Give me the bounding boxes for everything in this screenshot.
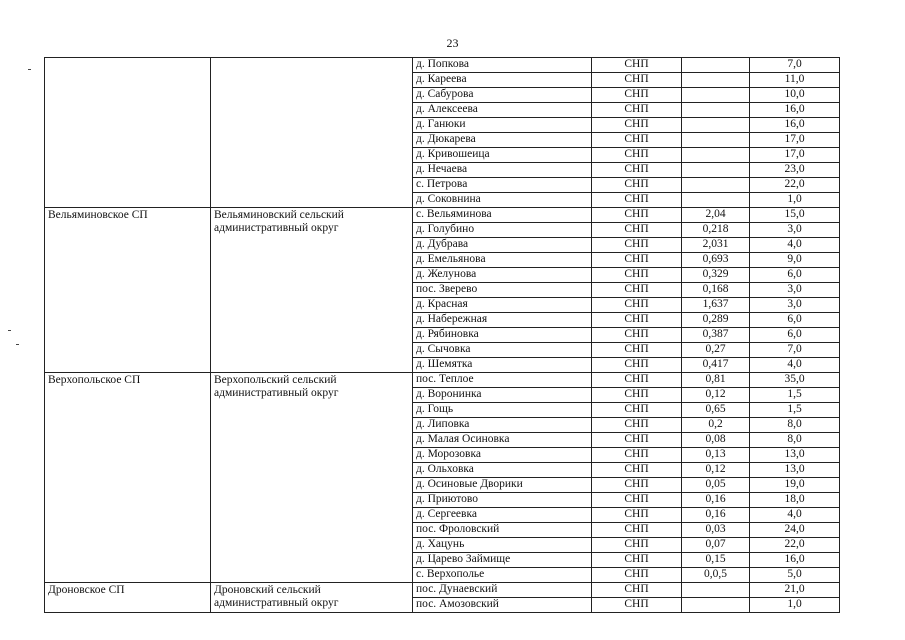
distance-cell: 3,0 <box>750 283 840 298</box>
settlement-name-cell: д. Кривошеица <box>413 148 592 163</box>
area-cell: 0,0,5 <box>682 568 750 583</box>
settlement-name-cell: д. Морозовка <box>413 448 592 463</box>
settlement-name-cell: д. Сергеевка <box>413 508 592 523</box>
area-cell <box>682 163 750 178</box>
distance-cell: 11,0 <box>750 73 840 88</box>
settlement-name-cell: д. Красная <box>413 298 592 313</box>
settlement-type-cell: СНП <box>592 598 682 613</box>
settlement-name-cell: д. Ганюки <box>413 118 592 133</box>
settlement-type-cell: СНП <box>592 238 682 253</box>
settlement-type-cell: СНП <box>592 583 682 598</box>
area-cell <box>682 178 750 193</box>
table-row <box>45 583 840 598</box>
area-cell <box>682 118 750 133</box>
distance-cell: 22,0 <box>750 178 840 193</box>
administrative-district-cell: Дроновский сельский административный округ <box>211 583 413 613</box>
area-cell <box>682 583 750 598</box>
distance-cell: 6,0 <box>750 268 840 283</box>
area-cell <box>682 58 750 73</box>
settlement-name-cell: д. Липовка <box>413 418 592 433</box>
settlement-type-cell: СНП <box>592 103 682 118</box>
settlement-type-cell: СНП <box>592 358 682 373</box>
settlement-type-cell: СНП <box>592 268 682 283</box>
area-cell: 0,417 <box>682 358 750 373</box>
distance-cell: 17,0 <box>750 148 840 163</box>
distance-cell: 19,0 <box>750 478 840 493</box>
table-row <box>45 58 840 73</box>
settlement-name-cell: д. Шемятка <box>413 358 592 373</box>
distance-cell: 3,0 <box>750 298 840 313</box>
rural-settlement-cell: Вельяминовское СП <box>45 208 211 373</box>
area-cell: 0,693 <box>682 253 750 268</box>
settlement-type-cell: СНП <box>592 118 682 133</box>
area-cell: 0,07 <box>682 538 750 553</box>
settlement-name-cell: д. Сычовка <box>413 343 592 358</box>
distance-cell: 7,0 <box>750 343 840 358</box>
rural-settlement-cell: Верхопольское СП <box>45 373 211 583</box>
settlement-name-cell: д. Рябиновка <box>413 328 592 343</box>
distance-cell: 6,0 <box>750 328 840 343</box>
settlement-type-cell: СНП <box>592 343 682 358</box>
area-cell: 0,12 <box>682 388 750 403</box>
settlement-type-cell: СНП <box>592 73 682 88</box>
distance-cell: 13,0 <box>750 448 840 463</box>
area-cell: 0,15 <box>682 553 750 568</box>
rural-settlement-cell <box>45 58 211 208</box>
distance-cell: 1,5 <box>750 388 840 403</box>
distance-cell: 18,0 <box>750 493 840 508</box>
area-cell: 0,03 <box>682 523 750 538</box>
settlement-name-cell: с. Петрова <box>413 178 592 193</box>
settlement-name-cell: пос. Теплое <box>413 373 592 388</box>
settlement-type-cell: СНП <box>592 538 682 553</box>
settlement-name-cell: д. Воронинка <box>413 388 592 403</box>
settlement-name-cell: д. Сабурова <box>413 88 592 103</box>
settlement-type-cell: СНП <box>592 568 682 583</box>
area-cell: 0,289 <box>682 313 750 328</box>
distance-cell: 9,0 <box>750 253 840 268</box>
settlement-type-cell: СНП <box>592 373 682 388</box>
settlement-type-cell: СНП <box>592 328 682 343</box>
distance-cell: 8,0 <box>750 418 840 433</box>
distance-cell: 16,0 <box>750 118 840 133</box>
settlement-type-cell: СНП <box>592 478 682 493</box>
settlement-type-cell: СНП <box>592 388 682 403</box>
scan-speck <box>16 344 19 345</box>
area-cell: 0,13 <box>682 448 750 463</box>
distance-cell: 1,0 <box>750 598 840 613</box>
distance-cell: 10,0 <box>750 88 840 103</box>
page-number: 23 <box>446 36 459 50</box>
settlement-type-cell: СНП <box>592 523 682 538</box>
settlement-name-cell: д. Малая Осиновка <box>413 433 592 448</box>
area-cell: 2,031 <box>682 238 750 253</box>
area-cell: 0,2 <box>682 418 750 433</box>
settlement-name-cell: д. Осиновые Дворики <box>413 478 592 493</box>
distance-cell: 4,0 <box>750 508 840 523</box>
settlement-type-cell: СНП <box>592 223 682 238</box>
settlement-type-cell: СНП <box>592 418 682 433</box>
distance-cell: 4,0 <box>750 238 840 253</box>
area-cell <box>682 103 750 118</box>
distance-cell: 16,0 <box>750 103 840 118</box>
distance-cell: 15,0 <box>750 208 840 223</box>
distance-cell: 6,0 <box>750 313 840 328</box>
settlement-type-cell: СНП <box>592 493 682 508</box>
settlement-name-cell: с. Верхополье <box>413 568 592 583</box>
distance-cell: 1,5 <box>750 403 840 418</box>
settlements-table-body <box>45 58 840 613</box>
settlement-name-cell: д. Дюкарева <box>413 133 592 148</box>
area-cell <box>682 598 750 613</box>
area-cell: 0,168 <box>682 283 750 298</box>
distance-cell: 7,0 <box>750 58 840 73</box>
area-cell <box>682 88 750 103</box>
settlement-name-cell: д. Приютово <box>413 493 592 508</box>
area-cell: 0,08 <box>682 433 750 448</box>
settlement-name-cell: д. Алексеева <box>413 103 592 118</box>
distance-cell: 17,0 <box>750 133 840 148</box>
settlement-type-cell: СНП <box>592 163 682 178</box>
settlement-type-cell: СНП <box>592 193 682 208</box>
area-cell: 0,27 <box>682 343 750 358</box>
area-cell <box>682 73 750 88</box>
settlement-name-cell: д. Попкова <box>413 58 592 73</box>
settlement-type-cell: СНП <box>592 508 682 523</box>
settlement-type-cell: СНП <box>592 463 682 478</box>
settlement-type-cell: СНП <box>592 58 682 73</box>
settlement-type-cell: СНП <box>592 253 682 268</box>
settlement-type-cell: СНП <box>592 178 682 193</box>
settlement-name-cell: д. Набережная <box>413 313 592 328</box>
distance-cell: 21,0 <box>750 583 840 598</box>
distance-cell: 8,0 <box>750 433 840 448</box>
settlement-type-cell: СНП <box>592 298 682 313</box>
settlement-type-cell: СНП <box>592 313 682 328</box>
administrative-district-cell: Верхопольский сельский административный округ <box>211 373 413 583</box>
settlement-name-cell: д. Нечаева <box>413 163 592 178</box>
table-row <box>45 208 840 223</box>
distance-cell: 13,0 <box>750 463 840 478</box>
settlement-type-cell: СНП <box>592 133 682 148</box>
settlement-name-cell: д. Соковнина <box>413 193 592 208</box>
administrative-district-cell <box>211 58 413 208</box>
distance-cell: 23,0 <box>750 163 840 178</box>
area-cell: 1,637 <box>682 298 750 313</box>
rural-settlement-cell: Дроновское СП <box>45 583 211 613</box>
distance-cell: 24,0 <box>750 523 840 538</box>
area-cell: 0,16 <box>682 508 750 523</box>
scan-speck <box>8 330 11 331</box>
area-cell: 0,16 <box>682 493 750 508</box>
settlement-type-cell: СНП <box>592 448 682 463</box>
settlement-name-cell: пос. Амозовский <box>413 598 592 613</box>
distance-cell: 1,0 <box>750 193 840 208</box>
distance-cell: 4,0 <box>750 358 840 373</box>
settlement-name-cell: пос. Фроловский <box>413 523 592 538</box>
settlement-name-cell: д. Желунова <box>413 268 592 283</box>
distance-cell: 3,0 <box>750 223 840 238</box>
area-cell: 0,387 <box>682 328 750 343</box>
area-cell <box>682 148 750 163</box>
table-row <box>45 373 840 388</box>
settlement-name-cell: пос. Зверево <box>413 283 592 298</box>
settlement-name-cell: д. Дубрава <box>413 238 592 253</box>
settlements-table <box>44 57 840 613</box>
distance-cell: 5,0 <box>750 568 840 583</box>
settlement-type-cell: СНП <box>592 433 682 448</box>
settlement-type-cell: СНП <box>592 208 682 223</box>
area-cell: 0,12 <box>682 463 750 478</box>
distance-cell: 16,0 <box>750 553 840 568</box>
settlement-type-cell: СНП <box>592 88 682 103</box>
distance-cell: 22,0 <box>750 538 840 553</box>
area-cell: 2,04 <box>682 208 750 223</box>
area-cell: 0,81 <box>682 373 750 388</box>
settlement-name-cell: пос. Дунаевский <box>413 583 592 598</box>
settlement-name-cell: д. Гощь <box>413 403 592 418</box>
settlement-name-cell: д. Голубино <box>413 223 592 238</box>
settlement-type-cell: СНП <box>592 403 682 418</box>
settlement-name-cell: с. Вельяминова <box>413 208 592 223</box>
settlement-name-cell: д. Кареева <box>413 73 592 88</box>
settlement-name-cell: д. Царево Займище <box>413 553 592 568</box>
settlement-type-cell: СНП <box>592 283 682 298</box>
area-cell <box>682 193 750 208</box>
distance-cell: 35,0 <box>750 373 840 388</box>
area-cell: 0,218 <box>682 223 750 238</box>
settlement-name-cell: д. Хацунь <box>413 538 592 553</box>
area-cell <box>682 133 750 148</box>
settlement-type-cell: СНП <box>592 553 682 568</box>
settlement-name-cell: д. Ольховка <box>413 463 592 478</box>
scan-speck <box>28 69 31 70</box>
settlement-name-cell: д. Емельянова <box>413 253 592 268</box>
area-cell: 0,329 <box>682 268 750 283</box>
area-cell: 0,65 <box>682 403 750 418</box>
administrative-district-cell: Вельяминовский сельский административный округ <box>211 208 413 373</box>
area-cell: 0,05 <box>682 478 750 493</box>
settlement-type-cell: СНП <box>592 148 682 163</box>
